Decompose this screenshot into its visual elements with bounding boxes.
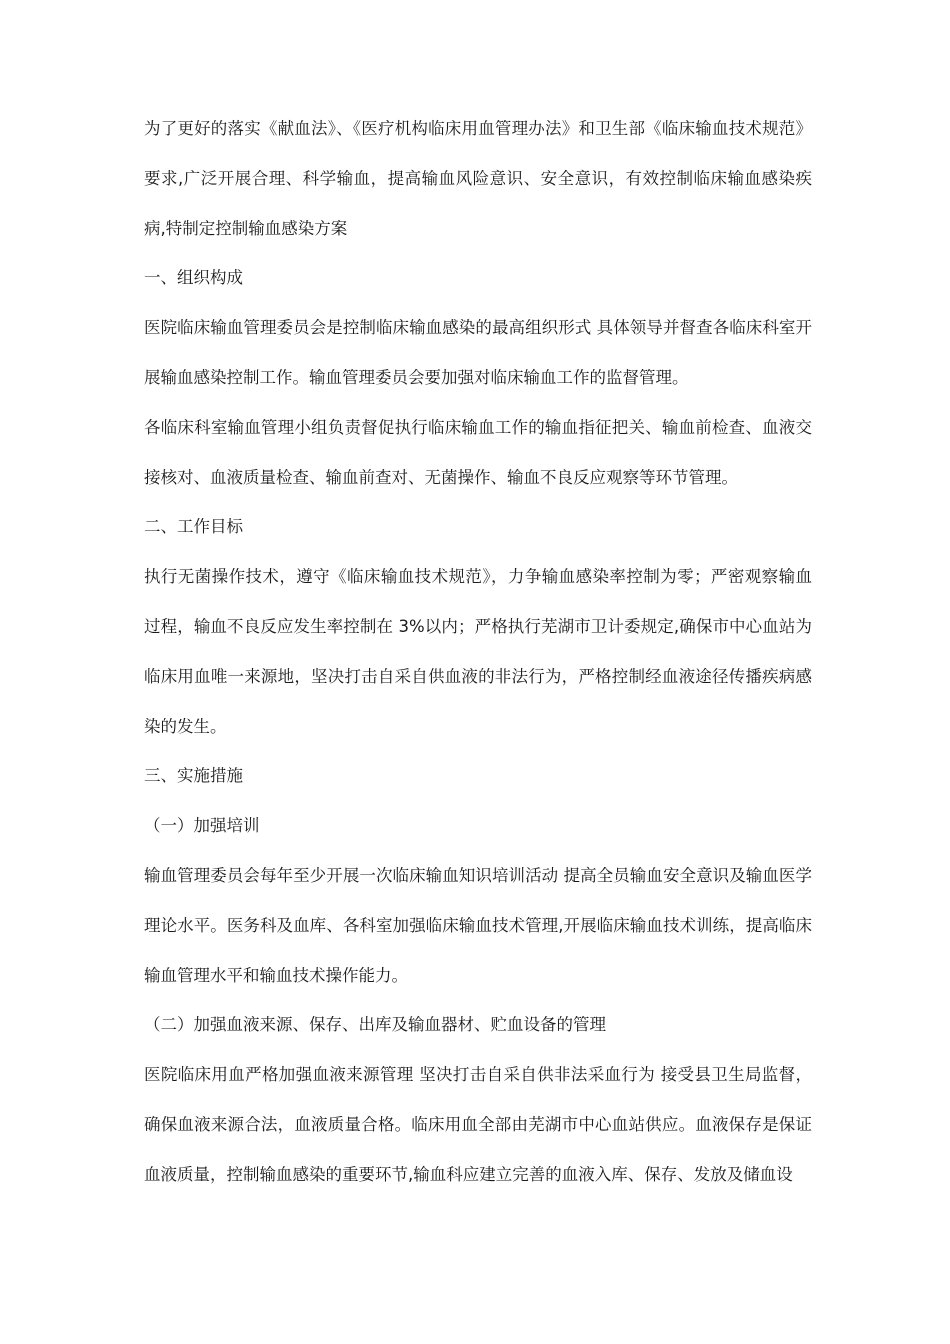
- subheading-blood-management: （二）加强血液来源、保存、出库及输血器材、贮血设备的管理: [144, 1015, 606, 1035]
- paragraph-committee: 医院临床输血管理委员会是控制临床输血感染的最高组织形式 具体领导并督查各临床科室开展输血感染控制工作。输血管理委员会要加强对临床输血工作的监督管理。: [144, 318, 812, 387]
- section-heading-organization: 一、组织构成: [144, 268, 243, 288]
- document-body: [144, 104, 812, 1200]
- paragraph-training: 输血管理委员会每年至少开展一次临床输血知识培训活动 提高全员输血安全意识及输血医学理论水平。医务科及血库、各科室加强临床输血技术管理,开展临床输血技术训练，提高临床输血管理水平和输血技术操作能力。: [144, 865, 812, 985]
- subheading-training: （一）加强培训: [144, 816, 260, 836]
- paragraph-department-groups: 各临床科室输血管理小组负责督促执行临床输血工作的输血指征把关、输血前检查、血液交接核对、血液质量检查、输血前查对、无菌操作、输血不良反应观察等环节管理。: [144, 417, 812, 487]
- paragraph-goals: 执行无菌操作技术，遵守《临床输血技术规范》，力争输血感染率控制为零；严密观察输血过程，输血不良反应发生率控制在 3%以内；严格执行芜湖市卫计委规定,确保市中心血站为临床用血唯一来源地，坚决打击自采自供血液的非法行为，严格控制经血液途径传播疾病感染的发生。: [144, 567, 812, 736]
- intro-paragraph: 为了更好的落实《献血法》、《医疗机构临床用血管理办法》和卫生部《临床输血技术规范》要求,广泛开展合理、科学输血，提高输血风险意识、安全意识，有效控制临床输血感染疾病,特制定控制输血感染方案: [144, 119, 812, 238]
- section-heading-goals: 二、工作目标: [144, 517, 243, 537]
- section-heading-measures: 三、实施措施: [144, 766, 243, 786]
- paragraph-blood-management: 医院临床用血严格加强血液来源管理 坚决打击自采自供非法采血行为 接受县卫生局监督，确保血液来源合法，血液质量合格。临床用血全部由芜湖市中心血站供应。血液保存是保证血液质量，控制输血感染的重要环节,输血科应建立完善的血液入库、保存、发放及储血设: [144, 1065, 812, 1184]
